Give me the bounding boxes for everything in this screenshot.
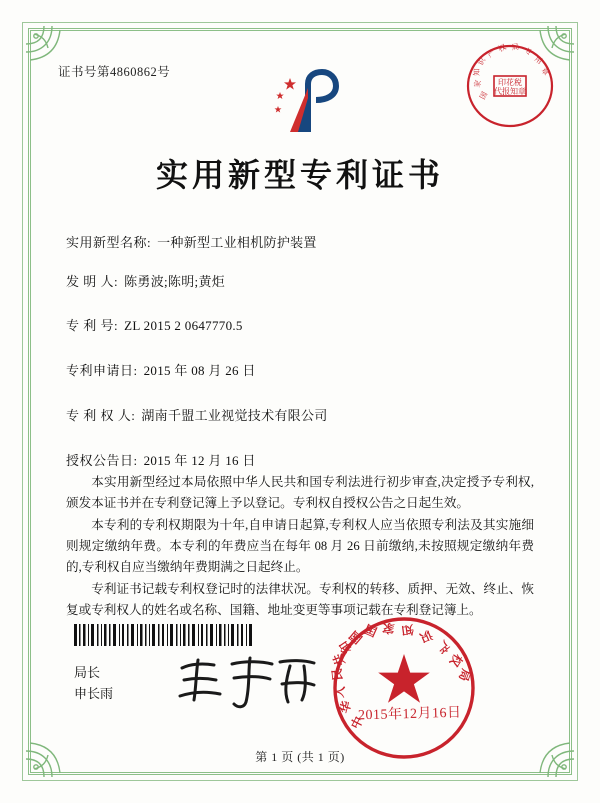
- field-label: 授权公告日:: [66, 453, 138, 468]
- svg-text:用: 用: [532, 54, 545, 66]
- sipo-logo-icon: [268, 66, 340, 138]
- field-label: 发 明 人:: [66, 274, 119, 289]
- svg-text:权: 权: [446, 651, 466, 670]
- svg-text:权: 权: [496, 42, 508, 54]
- svg-text:共: 共: [330, 651, 348, 668]
- official-seal: [330, 614, 478, 762]
- field-value: 湖南千盟工业视觉技术有限公司: [141, 408, 328, 423]
- certificate-number: 证书号第4860862号: [58, 65, 171, 79]
- svg-text:国: 国: [362, 621, 380, 640]
- svg-text:代报知章: 代报知章: [494, 87, 526, 96]
- svg-text:知: 知: [472, 68, 482, 77]
- field-utility-model-name: [66, 232, 536, 251]
- svg-text:章: 章: [539, 65, 552, 78]
- field-patent-number: [66, 315, 536, 334]
- svg-text:知: 知: [400, 622, 415, 638]
- director-name-label: 申长雨: [74, 686, 114, 701]
- field-value: 陈勇波;陈明;黄炬: [124, 274, 226, 289]
- svg-text:国: 国: [346, 627, 365, 647]
- field-label: 专 利 权 人:: [66, 408, 136, 423]
- svg-text:中: 中: [348, 714, 367, 732]
- svg-text:家: 家: [381, 620, 396, 636]
- svg-text:和: 和: [336, 638, 355, 657]
- svg-text:专: 专: [523, 46, 533, 57]
- body-paragraph: 本专利的专利权期限为十年,自申请日起算,专利权人应当依照专利法及其实施细则规定缴纳年费。本专利的年费应当在每年 08 月 26 日前缴纳,未按照规定缴纳年费的,专利权自应当缴纳年费期满之日起终止。: [66, 518, 534, 574]
- svg-text:人: 人: [332, 685, 348, 699]
- field-label: 专 利 号:: [66, 318, 119, 333]
- svg-text:华: 华: [337, 699, 355, 715]
- field-label: 实用新型名称:: [66, 235, 152, 250]
- field-value: 2015 年 12 月 16 日: [143, 453, 256, 468]
- field-grant-announcement-date: [66, 450, 536, 469]
- body-paragraph: 专利证书记载专利权登记时的法律状况。专利权的转移、质押、无效、终止、恢复或专利权人的姓名或名称、国籍、地址变更等事项记载在专利登记簿上。: [66, 582, 534, 617]
- director-title-label: 局长: [74, 665, 101, 680]
- signature-block: [74, 662, 113, 704]
- svg-text:局: 局: [456, 666, 474, 684]
- certificate-body: [66, 472, 534, 622]
- svg-text:识: 识: [417, 627, 435, 645]
- svg-text:局: 局: [511, 42, 520, 52]
- field-inventor: [66, 271, 536, 290]
- field-label: 专利申请日:: [66, 363, 138, 378]
- svg-text:产: 产: [485, 47, 497, 60]
- field-value: 2015 年 08 月 26 日: [143, 363, 256, 378]
- field-value: 一种新型工业相机防护装置: [157, 235, 317, 250]
- barcode: [74, 624, 256, 646]
- seal-date: 2015年12月16日: [357, 705, 462, 724]
- svg-text:民: 民: [330, 667, 345, 682]
- page-title: 实用新型专利证书: [155, 156, 444, 194]
- svg-text:国: 国: [477, 90, 490, 101]
- svg-text:印花税: 印花税: [498, 78, 522, 87]
- certificate-fields: [66, 232, 536, 489]
- svg-text:产: 产: [433, 637, 453, 657]
- top-right-seal: [464, 40, 556, 132]
- page-footer: 第 1 页 (共 1 页): [255, 750, 345, 764]
- field-application-date: [66, 360, 536, 379]
- svg-text:识: 识: [475, 56, 488, 67]
- body-paragraph: 本实用新型经过本局依照中华人民共和国专利法进行初步审查,决定授予专利权,颁发本证书并在专利登记簿上予以登记。专利权自授权公告之日起生效。: [66, 475, 534, 510]
- field-value: ZL 2015 2 0647770.5: [124, 318, 243, 333]
- svg-text:家: 家: [472, 78, 483, 89]
- field-patentee: [66, 405, 536, 424]
- handwritten-signature: [172, 654, 322, 710]
